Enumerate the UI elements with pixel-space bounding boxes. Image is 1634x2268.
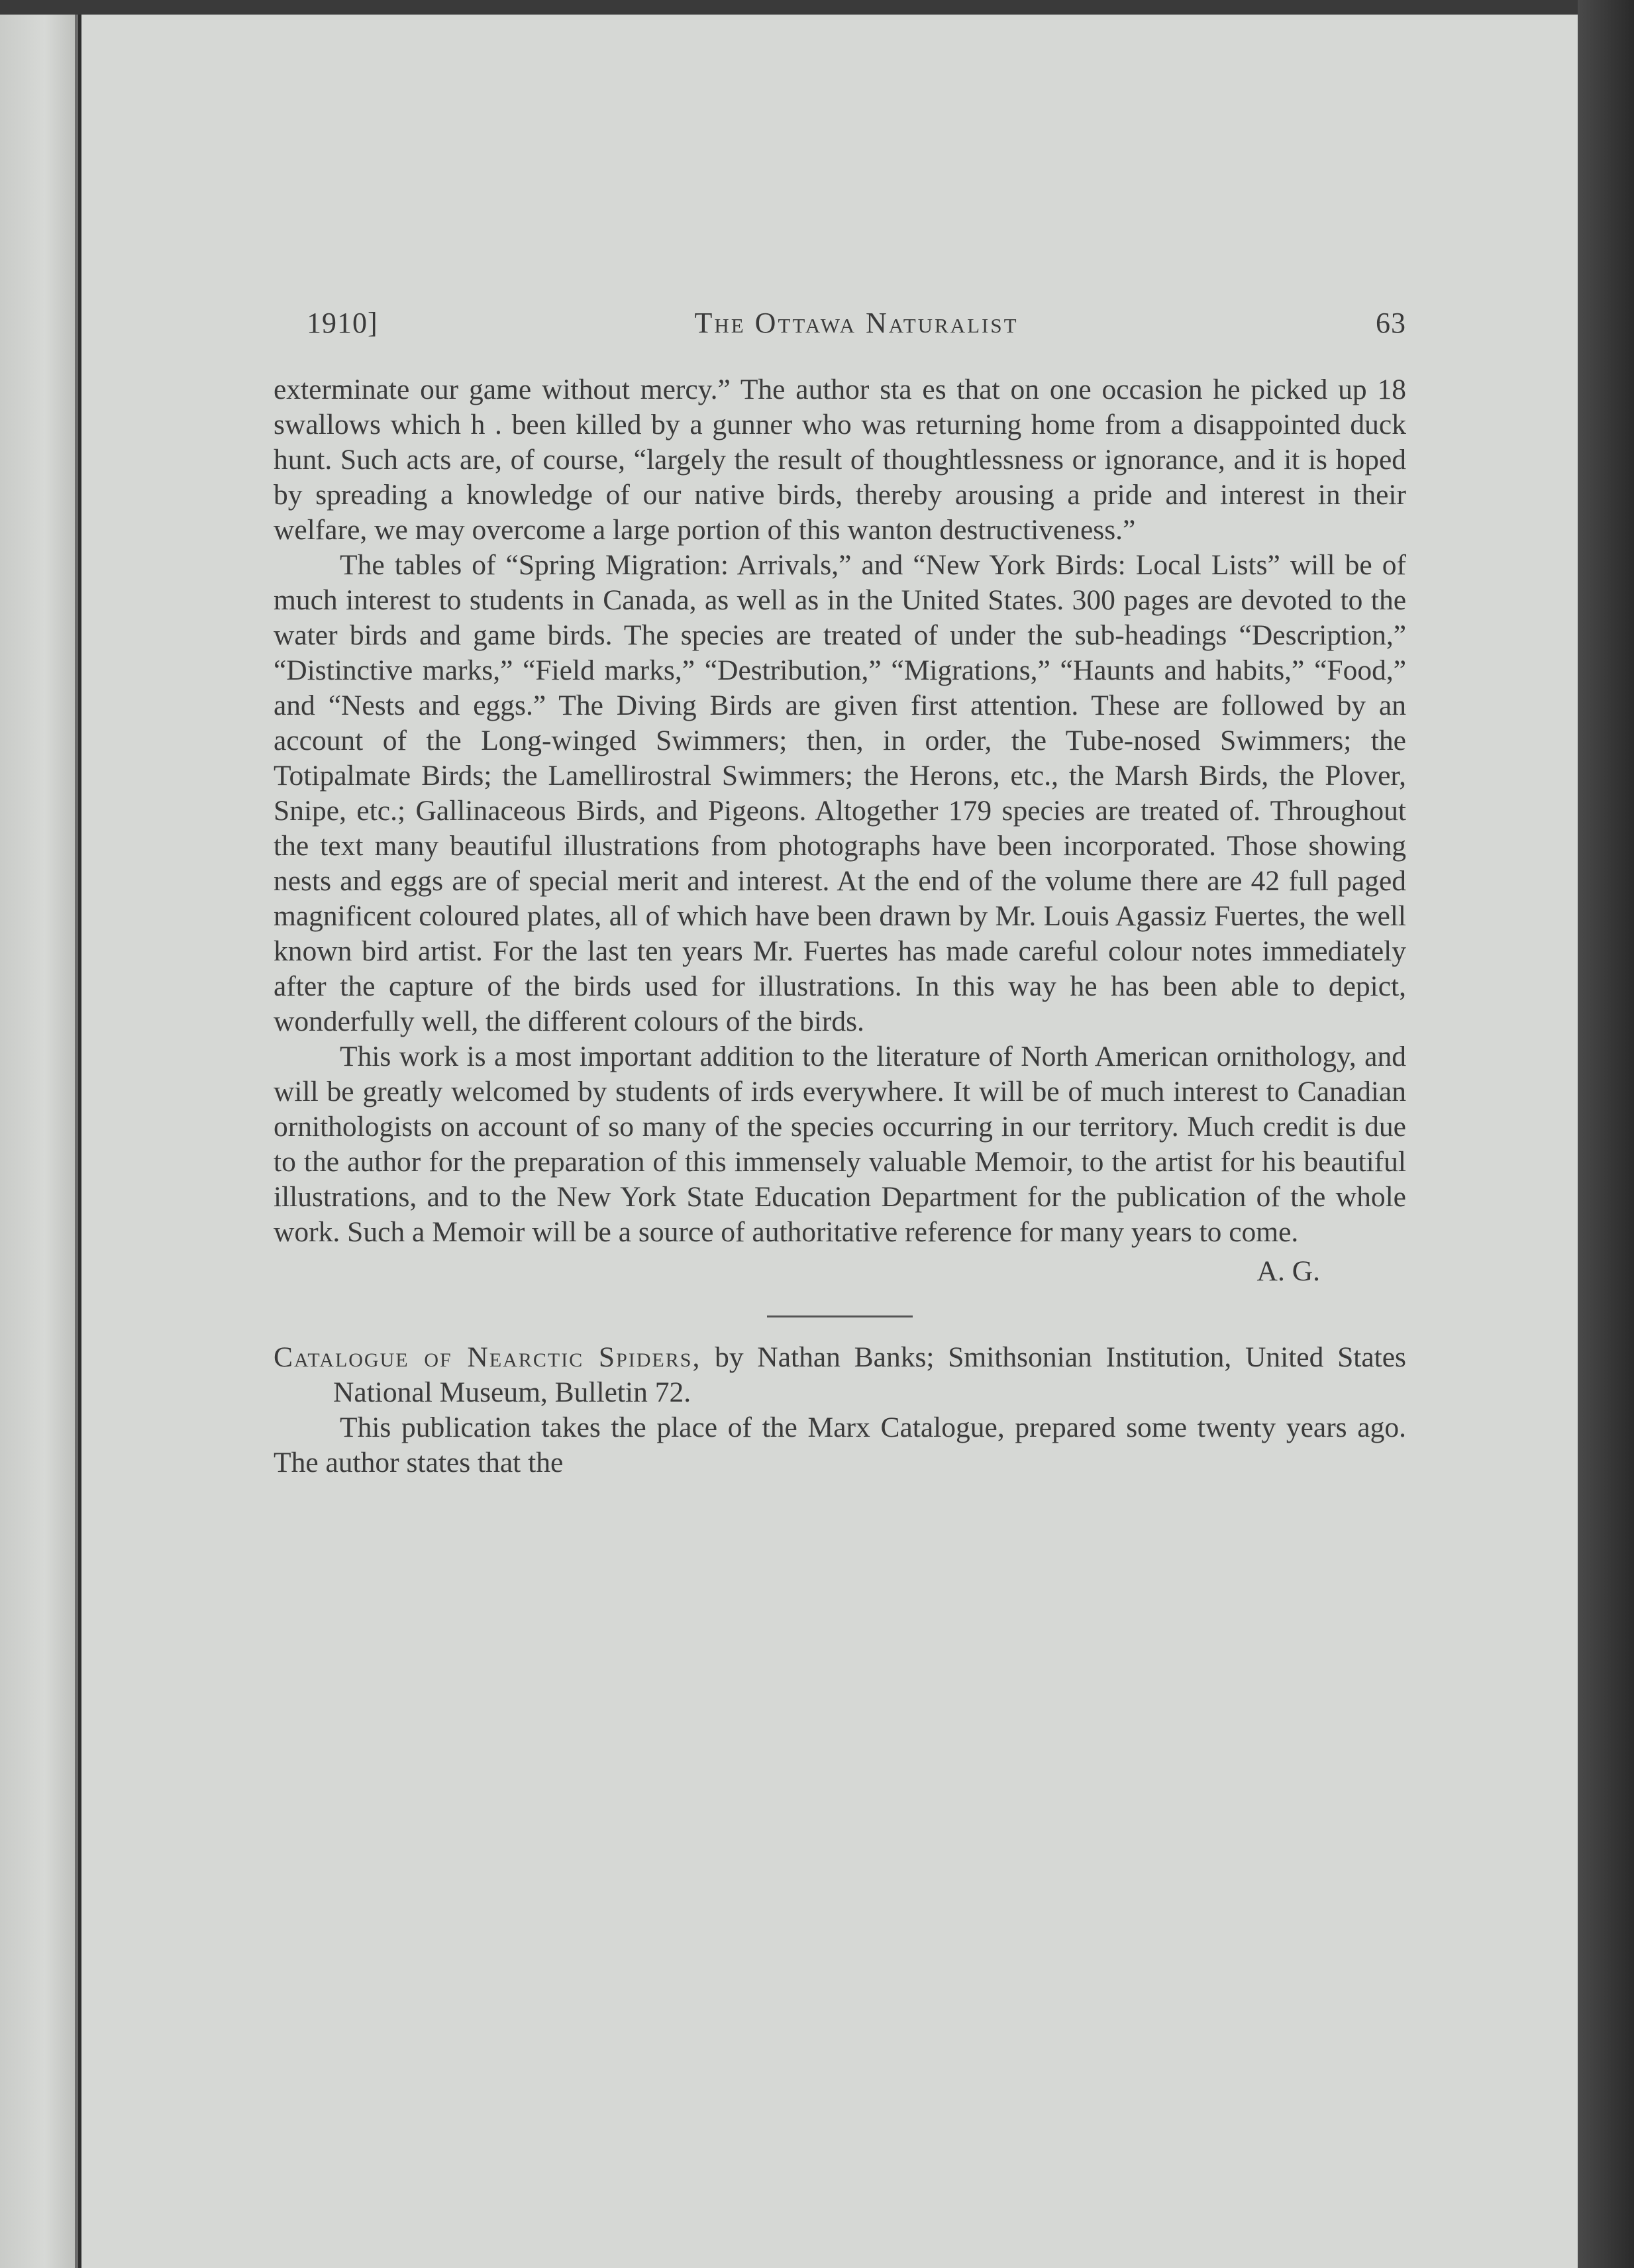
scan-background-right xyxy=(1578,0,1634,2268)
page-number: 63 xyxy=(1376,307,1406,339)
journal-title: The Ottawa Naturalist xyxy=(694,307,1019,339)
paragraph-summary: This work is a most important addition to the literature of North American ornithology, and will be greatly welcomed by students of irds everywhere. It will be of much interest to Canadian ornithologists on account of so many of the species occurring in our territory. Much credit is due to the author for the preparation of this immensely valuable Memoir, to the artist for his beautiful illustrations, and to the New York State Education Department for the publication of the whole work. Such a Memoir will be a source of authoritative reference for many years to come. xyxy=(274,1041,1406,1248)
left-page-edge xyxy=(0,15,78,2268)
review-citation xyxy=(274,1340,1406,1410)
header-year: 1910] xyxy=(307,307,378,339)
paragraph-spiders: This publication takes the place of the Marx Catalogue, prepared some twenty years ago. The author states that the xyxy=(274,1412,1406,1478)
scan-background-top xyxy=(0,0,1634,15)
citation-details: by Nathan Banks; Smithsonian Institution, United States National Museum, Bulletin 72. xyxy=(333,1341,1406,1408)
review-signature: A. G. xyxy=(1256,1255,1320,1287)
section-divider xyxy=(767,1315,913,1317)
book-page xyxy=(81,15,1578,2268)
running-header xyxy=(307,306,1406,346)
page-body xyxy=(274,372,1406,1480)
paragraph-tables: The tables of “Spring Migration: Arrivals,” and “New York Birds: Local Lists” will be of much interest to students in Canada, as well as in the United States. 300 pages are devoted to the water birds and game birds. The species are treated of under the sub-headings “Description,” “Distinctive marks,” “Field marks,” “Destribution,” “Migrations,” “Haunts and habits,” “Food,” and “Nests and eggs.” The Diving Birds are given first attention. These are followed by an account of the Long-winged Swimmers; then, in order, the Tube-nosed Swimmers; the Totipalmate Birds; the Lamellirostral Swimmers; the Herons, etc., the Marsh Birds, the Plover, Snipe, etc.; Gallinaceous Birds, and Pigeons. Altogether 179 species are treated of. Throughout the text many beautiful illustrations from photographs have been incorporated. Those showing nests and eggs are of special merit and interest. At the end of the volume there are 42 full paged magnificent coloured plates, all of which have been drawn by Mr. Louis Agassiz Fuertes, the well known bird artist. For the last ten years Mr. Fuertes has made careful colour notes immediately after the capture of the birds used for illustrations. In this way he has been able to depict, wonderfully well, the different colours of the birds. xyxy=(274,549,1406,1037)
citation-title: Catalogue of Nearctic Spiders, xyxy=(274,1341,701,1373)
paragraph-continuation: exterminate our game without mercy.” The author sta es that on one occasion he picked up 18 swallows which h . been killed by a gunner who was returning home from a disappointed duck hunt. Such acts are, of course, “largely the result of thoughtlessness or ignorance, and it is hoped by spreading a knowledge of our native birds, thereby arousing a pride and interest in their welfare, we may overcome a large portion of this wanton destructiveness.” xyxy=(274,374,1406,546)
